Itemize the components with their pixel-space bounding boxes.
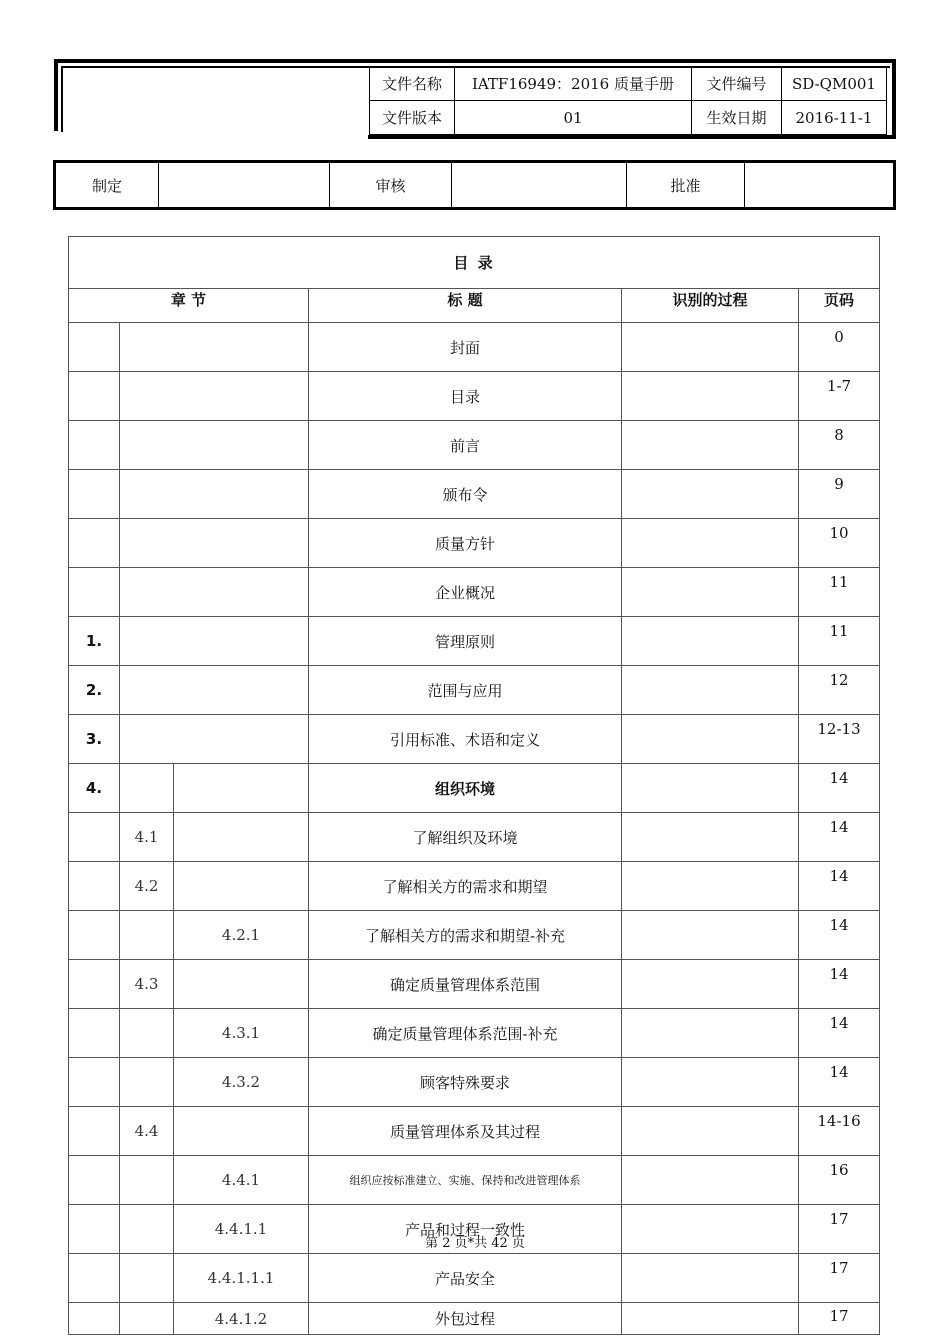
section-number [120, 1254, 174, 1303]
toc-entry-process [622, 421, 799, 470]
toc-entry-process [622, 666, 799, 715]
chapter-number [69, 372, 120, 421]
chapter-number [69, 1107, 120, 1156]
toc-entry-process [622, 1156, 799, 1205]
toc-entry-process [622, 568, 799, 617]
toc-entry-page: 14 [799, 813, 880, 862]
section-number [120, 372, 309, 421]
doc-number-label: 文件编号 [692, 67, 782, 101]
chapter-number [69, 1058, 120, 1107]
toc-row [69, 764, 880, 813]
toc-entry-process [622, 1058, 799, 1107]
toc-row [69, 323, 880, 372]
effective-date-value: 2016-11-1 [782, 101, 887, 135]
toc-entry-process [622, 1009, 799, 1058]
section-number: 4.1 [120, 813, 174, 862]
section-number [120, 1156, 174, 1205]
toc-entry-page: 14 [799, 862, 880, 911]
subsection-number [174, 764, 309, 813]
toc-entry-title: 管理原则 [309, 617, 622, 666]
toc-entry-page: 12 [799, 666, 880, 715]
toc-row [69, 1009, 880, 1058]
header-border-left [54, 59, 58, 131]
section-number [120, 715, 309, 764]
chapter-number: 3. [69, 715, 120, 764]
toc-row [69, 715, 880, 764]
subsection-number: 4.4.1.1 [174, 1205, 309, 1254]
toc-entry-title: 目录 [309, 372, 622, 421]
header-border-top [54, 59, 896, 63]
header-border-right [892, 59, 896, 139]
toc-entry-process [622, 911, 799, 960]
toc-entry-title: 企业概况 [309, 568, 622, 617]
toc-row [69, 1107, 880, 1156]
toc-row [69, 1303, 880, 1335]
toc-header-row [69, 289, 880, 323]
section-number: 4.3 [120, 960, 174, 1009]
toc-entry-page: 12-13 [799, 715, 880, 764]
toc-entry-title: 质量管理体系及其过程 [309, 1107, 622, 1156]
document-info-table [369, 66, 887, 135]
header-border-bottom [368, 135, 896, 139]
chapter-number [69, 568, 120, 617]
chapter-number [69, 1009, 120, 1058]
section-number [120, 911, 174, 960]
toc-entry-page: 11 [799, 617, 880, 666]
subsection-number: 4.3.2 [174, 1058, 309, 1107]
reviewed-label: 审核 [330, 162, 452, 209]
reviewed-value [452, 162, 627, 209]
chapter-number: 4. [69, 764, 120, 813]
toc-entry-title: 了解相关方的需求和期望 [309, 862, 622, 911]
toc-row [69, 911, 880, 960]
page-footer: 第 2 页*共 42 页 [425, 1236, 525, 1251]
toc-entry-page: 14 [799, 1058, 880, 1107]
toc-entry-title: 了解组织及环境 [309, 813, 622, 862]
section-number [120, 617, 309, 666]
toc-entry-process [622, 862, 799, 911]
toc-row [69, 421, 880, 470]
toc-entry-process [622, 372, 799, 421]
toc-entry-process [622, 323, 799, 372]
toc-entry-page: 17 [799, 1303, 880, 1335]
section-number [120, 421, 309, 470]
toc-entry-process [622, 519, 799, 568]
chapter-number [69, 421, 120, 470]
prepared-value [159, 162, 330, 209]
toc-entry-title: 外包过程 [309, 1303, 622, 1335]
toc-entry-page: 0 [799, 323, 880, 372]
toc-entry-title: 范围与应用 [309, 666, 622, 715]
chapter-number [69, 960, 120, 1009]
section-number [120, 323, 309, 372]
subsection-number: 4.4.1 [174, 1156, 309, 1205]
chapter-number [69, 911, 120, 960]
toc-entry-page: 14 [799, 764, 880, 813]
toc-entry-page: 14 [799, 960, 880, 1009]
toc-entry-page: 14-16 [799, 1107, 880, 1156]
toc-entry-title: 产品和过程一致性 [309, 1205, 622, 1254]
version-label: 文件版本 [370, 101, 455, 135]
toc-row [69, 568, 880, 617]
toc-entry-process [622, 1254, 799, 1303]
toc-entry-process [622, 813, 799, 862]
section-number [120, 519, 309, 568]
subsection-number [174, 1107, 309, 1156]
toc-entry-page: 17 [799, 1254, 880, 1303]
subsection-number: 4.4.1.2 [174, 1303, 309, 1335]
toc-entry-title: 确定质量管理体系范围-补充 [309, 1009, 622, 1058]
toc-entry-page: 16 [799, 1156, 880, 1205]
toc-entry-page: 10 [799, 519, 880, 568]
toc-row [69, 1058, 880, 1107]
toc-entry-title: 确定质量管理体系范围 [309, 960, 622, 1009]
toc-entry-process [622, 715, 799, 764]
toc-row [69, 666, 880, 715]
toc-entry-page: 14 [799, 1009, 880, 1058]
toc-row [69, 862, 880, 911]
doc-number-value: SD-QM001 [782, 67, 887, 101]
toc-entry-process [622, 960, 799, 1009]
chapter-number [69, 862, 120, 911]
section-number: 4.2 [120, 862, 174, 911]
toc-entry-process [622, 1303, 799, 1335]
approved-label: 批准 [627, 162, 745, 209]
chapter-number [69, 1254, 120, 1303]
chapter-number [69, 1156, 120, 1205]
prepared-label: 制定 [55, 162, 159, 209]
signoff-table [53, 160, 896, 210]
toc-entry-process [622, 764, 799, 813]
subsection-number [174, 862, 309, 911]
chapter-number [69, 323, 120, 372]
toc-row [69, 1156, 880, 1205]
col-process: 识别的过程 [622, 289, 799, 323]
chapter-number [69, 1303, 120, 1335]
toc-entry-process [622, 617, 799, 666]
toc-entry-title: 颁布令 [309, 470, 622, 519]
header-border-left-inner [61, 66, 63, 132]
toc-row [69, 1254, 880, 1303]
subsection-number [174, 960, 309, 1009]
effective-date-label: 生效日期 [692, 101, 782, 135]
toc-entry-page: 17 [799, 1205, 880, 1254]
subsection-number: 4.3.1 [174, 1009, 309, 1058]
toc-entry-process [622, 1107, 799, 1156]
toc-row [69, 617, 880, 666]
section-number [120, 764, 174, 813]
section-number [120, 1009, 174, 1058]
subsection-number: 4.2.1 [174, 911, 309, 960]
col-page: 页码 [799, 289, 880, 323]
toc-entry-title: 质量方针 [309, 519, 622, 568]
toc-entry-title: 了解相关方的需求和期望-补充 [309, 911, 622, 960]
toc-entry-title: 前言 [309, 421, 622, 470]
toc-entry-title: 产品安全 [309, 1254, 622, 1303]
toc-entry-page: 14 [799, 911, 880, 960]
chapter-number [69, 813, 120, 862]
toc-entry-page: 11 [799, 568, 880, 617]
col-heading: 标 题 [309, 289, 622, 323]
toc-row [69, 470, 880, 519]
toc-entry-page: 1-7 [799, 372, 880, 421]
section-number [120, 1303, 174, 1335]
chapter-number [69, 519, 120, 568]
version-value: 01 [455, 101, 692, 135]
col-chapter: 章 节 [69, 289, 309, 323]
toc-entry-process [622, 470, 799, 519]
toc-row [69, 519, 880, 568]
toc-row [69, 813, 880, 862]
toc-entry-page: 8 [799, 421, 880, 470]
approved-value [745, 162, 895, 209]
toc-row [69, 372, 880, 421]
toc-entry-title: 顾客特殊要求 [309, 1058, 622, 1107]
subsection-number [174, 813, 309, 862]
subsection-number: 4.4.1.1.1 [174, 1254, 309, 1303]
toc-entry-title: 引用标准、术语和定义 [309, 715, 622, 764]
section-number [120, 666, 309, 715]
toc-entry-page: 9 [799, 470, 880, 519]
chapter-number: 1. [69, 617, 120, 666]
chapter-number: 2. [69, 666, 120, 715]
doc-name-label: 文件名称 [370, 67, 455, 101]
toc-table [68, 236, 880, 1335]
section-number [120, 470, 309, 519]
toc-title: 目 录 [69, 237, 880, 289]
chapter-number [69, 470, 120, 519]
section-number: 4.4 [120, 1107, 174, 1156]
section-number [120, 568, 309, 617]
toc-entry-title: 封面 [309, 323, 622, 372]
toc-entry-title: 组织应按标准建立、实施、保持和改进管理体系 [309, 1156, 622, 1205]
doc-name-value: IATF16949：2016 质量手册 [455, 67, 692, 101]
toc-entry-title: 组织环境 [309, 764, 622, 813]
section-number [120, 1058, 174, 1107]
toc-row [69, 960, 880, 1009]
